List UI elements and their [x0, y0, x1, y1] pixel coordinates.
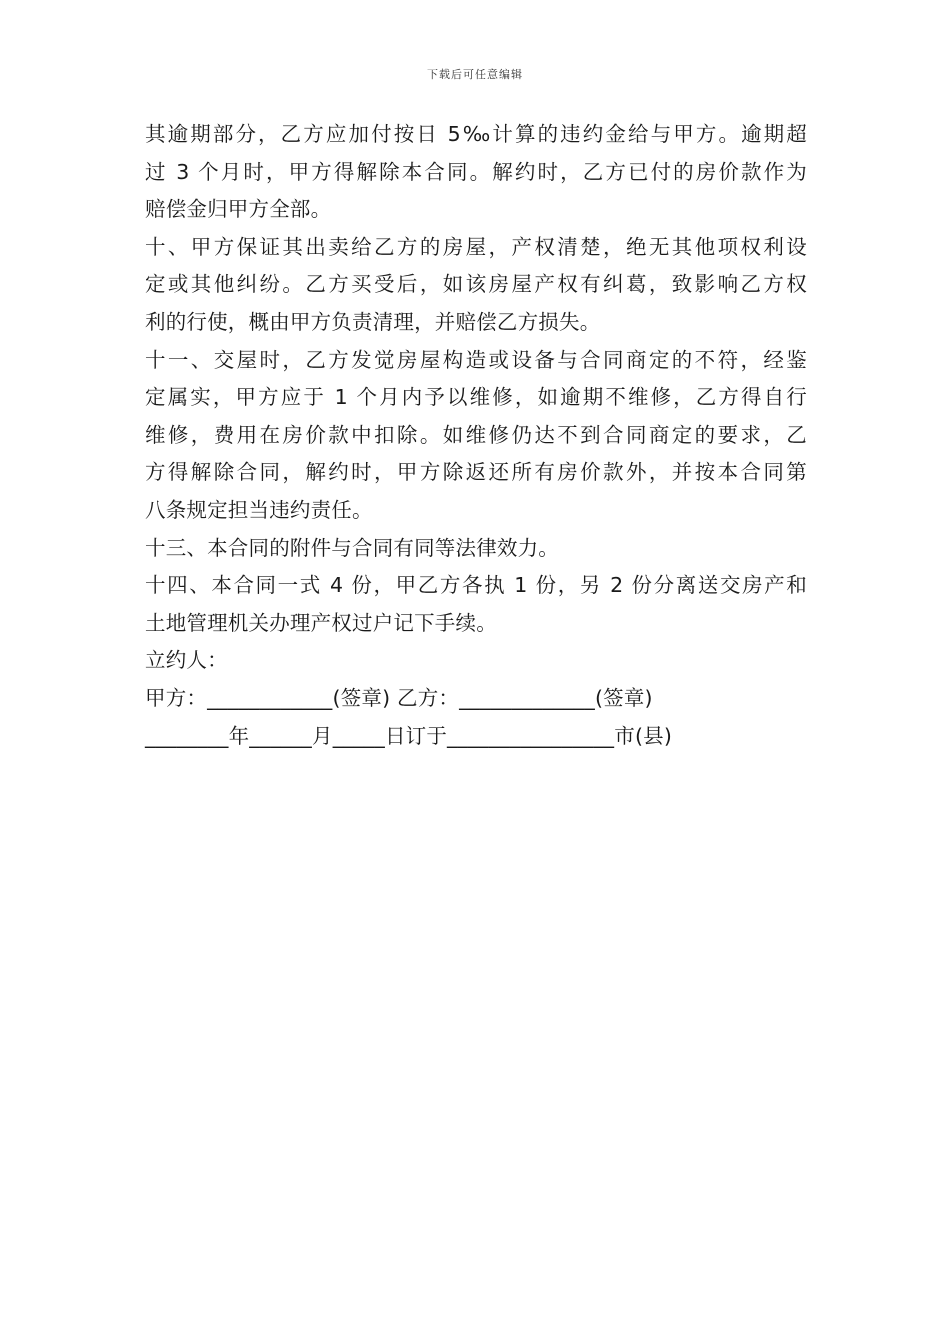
clause-11-line: 十一、交屋时，乙方发觉房屋构造或设备与合同商定的不符，经鉴: [145, 347, 807, 372]
date-place-line: ________年______月_____日订于________________市(县): [145, 723, 673, 748]
page-header: 下载后可任意编辑: [427, 68, 523, 81]
signatories-label: 立约人：: [145, 648, 228, 673]
clause-14-line: 十四、本合同一式 4 份，甲乙方各执 1 份，另 2 份分离送交房产和: [145, 573, 807, 598]
clause-11-line: 定属实，甲方应于 1 个月内予以维修，如逾期不维修，乙方得自行: [145, 385, 807, 410]
clause-13-line: 十三、本合同的附件与合同有同等法律效力。: [145, 535, 559, 560]
clause-11-line: 方得解除合同，解约时，甲方除返还所有房价款外，并按本合同第: [145, 460, 807, 485]
clause-10-line: 定或其他纠纷。乙方买受后，如该房屋产权有纠葛，致影响乙方权: [145, 272, 807, 297]
clause-11-line: 维修，费用在房价款中扣除。如维修仍达不到合同商定的要求，乙: [145, 422, 807, 447]
clause-10-line: 利的行使，概由甲方负责清理，并赔偿乙方损失。: [145, 309, 601, 334]
paragraph-line: 过 3 个月时，甲方得解除本合同。解约时，乙方已付的房价款作为: [145, 159, 807, 184]
clause-10-line: 十、甲方保证其出卖给乙方的房屋，产权清楚，绝无其他项权利设: [145, 234, 807, 259]
contract-body: [145, 116, 807, 755]
clause-11-line: 八条规定担当违约责任。: [145, 497, 373, 522]
clause-14-line: 土地管理机关办理产权过户记下手续。: [145, 610, 497, 635]
paragraph-line: 赔偿金归甲方全部。: [145, 197, 332, 222]
paragraph-line: 其逾期部分，乙方应加付按日 5‰计算的违约金给与甲方。逾期超: [145, 122, 807, 146]
signature-line: 甲方：____________(签章) 乙方：_____________(签章): [145, 685, 653, 710]
